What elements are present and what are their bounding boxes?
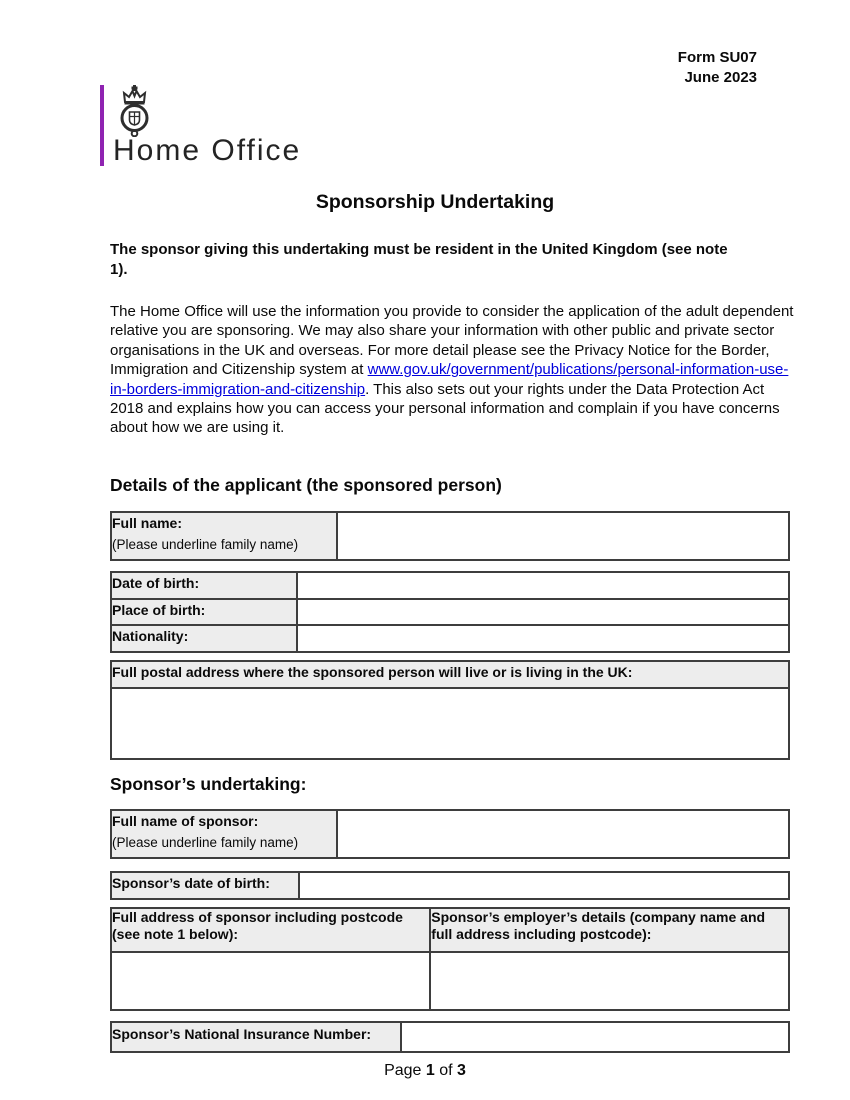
form-number: Form SU07 (677, 49, 757, 66)
sponsor-ni-label-cell (111, 1022, 401, 1052)
sponsor-ni-field[interactable] (401, 1022, 789, 1052)
residency-notice: The sponsor giving this undertaking must be resident in the United Kingdom (see note 1). (110, 241, 728, 278)
footer-page-word: Page (384, 1062, 426, 1079)
sponsor-ni-table (110, 1021, 790, 1053)
form-date: June 2023 (684, 69, 757, 86)
page-title: Sponsorship Undertaking (315, 191, 555, 213)
table-row (111, 599, 789, 626)
table-row (111, 572, 789, 599)
applicant-address-label-cell (111, 661, 789, 688)
applicant-pob-field[interactable] (297, 599, 789, 626)
footer-page-number: 1 (425, 1062, 435, 1079)
sponsor-ni-label: Sponsor’s National Insurance Number: (112, 1026, 372, 1042)
sponsor-dob-field[interactable] (299, 872, 789, 899)
form-meta (678, 48, 757, 88)
sponsor-employer-field[interactable] (430, 952, 789, 1010)
table-row (111, 908, 789, 952)
sponsor-full-name-label: Full name of sponsor: (112, 813, 259, 829)
applicant-underline-note: (Please underline family name) (112, 537, 299, 552)
sponsor-address-field[interactable] (111, 952, 430, 1010)
page-footer (0, 1062, 850, 1080)
footer-total-pages: 3 (457, 1062, 466, 1079)
privacy-paragraph-after-link: . This also sets out your rights under the Data Protection Act 2018 and explains how you can access your personal information and complain if you have concerns about how we are using it. (110, 380, 780, 437)
applicant-pob-label-cell (111, 599, 297, 626)
sponsor-employer-label-cell (430, 908, 789, 952)
sponsor-dob-table (110, 871, 790, 900)
sponsor-dob-label: Sponsor’s date of birth: (112, 875, 270, 891)
sponsor-section-heading: Sponsor’s undertaking: (110, 774, 307, 794)
logo-accent-bar (100, 85, 104, 166)
footer-of-word: of (434, 1062, 458, 1079)
applicant-address-field[interactable] (111, 688, 789, 759)
sponsor-address-label-cell (111, 908, 430, 952)
applicant-nationality-label: Nationality: (112, 628, 189, 644)
applicant-full-name-label-cell (111, 512, 337, 560)
applicant-address-label: Full postal address where the sponsored person will live or is living in the UK: (112, 664, 633, 680)
applicant-details-table (110, 571, 790, 653)
sponsor-full-name-table (110, 809, 790, 859)
logo-wordmark: Home Office (113, 134, 302, 167)
applicant-dob-label-cell (111, 572, 297, 599)
privacy-paragraph (110, 302, 794, 438)
applicant-nationality-label-cell (111, 625, 297, 652)
applicant-nationality-field[interactable] (297, 625, 789, 652)
privacy-paragraph-before-link: The Home Office will use the information you provide to consider the application of the adult dependent relative you are sponsoring. We may also share your information with other public and private sector organisations in the UK and overseas. For more detail please see the Privacy Notice for the Border, Immigration and Citizenship system at (110, 303, 794, 379)
sponsor-full-name-label-cell (111, 810, 337, 858)
applicant-full-name-field[interactable] (337, 512, 789, 560)
sponsor-underline-note: (Please underline family name) (112, 835, 299, 850)
table-row (111, 625, 789, 652)
table-row (111, 952, 789, 1010)
applicant-dob-field[interactable] (297, 572, 789, 599)
sponsor-address-employer-table (110, 907, 790, 1011)
applicant-address-table (110, 660, 790, 760)
sponsor-dob-label-cell (111, 872, 299, 899)
applicant-pob-label: Place of birth: (112, 601, 206, 618)
sponsor-full-name-field[interactable] (337, 810, 789, 858)
applicant-dob-label: Date of birth: (112, 575, 200, 591)
sponsor-address-label: Full address of sponsor including postcode (see note 1 below): (112, 909, 403, 942)
home-office-logo (100, 84, 330, 174)
privacy-notice-link[interactable]: www.gov.uk/government/publications/personal-information-use-in-borders-immigration-and-citizenship (110, 361, 789, 398)
applicant-full-name-label: Full name: (112, 515, 183, 531)
applicant-section-heading: Details of the applicant (the sponsored person) (110, 475, 502, 495)
sponsor-employer-label: Sponsor’s employer’s details (company name and full address including postcode): (431, 909, 766, 942)
applicant-full-name-table (110, 511, 790, 561)
